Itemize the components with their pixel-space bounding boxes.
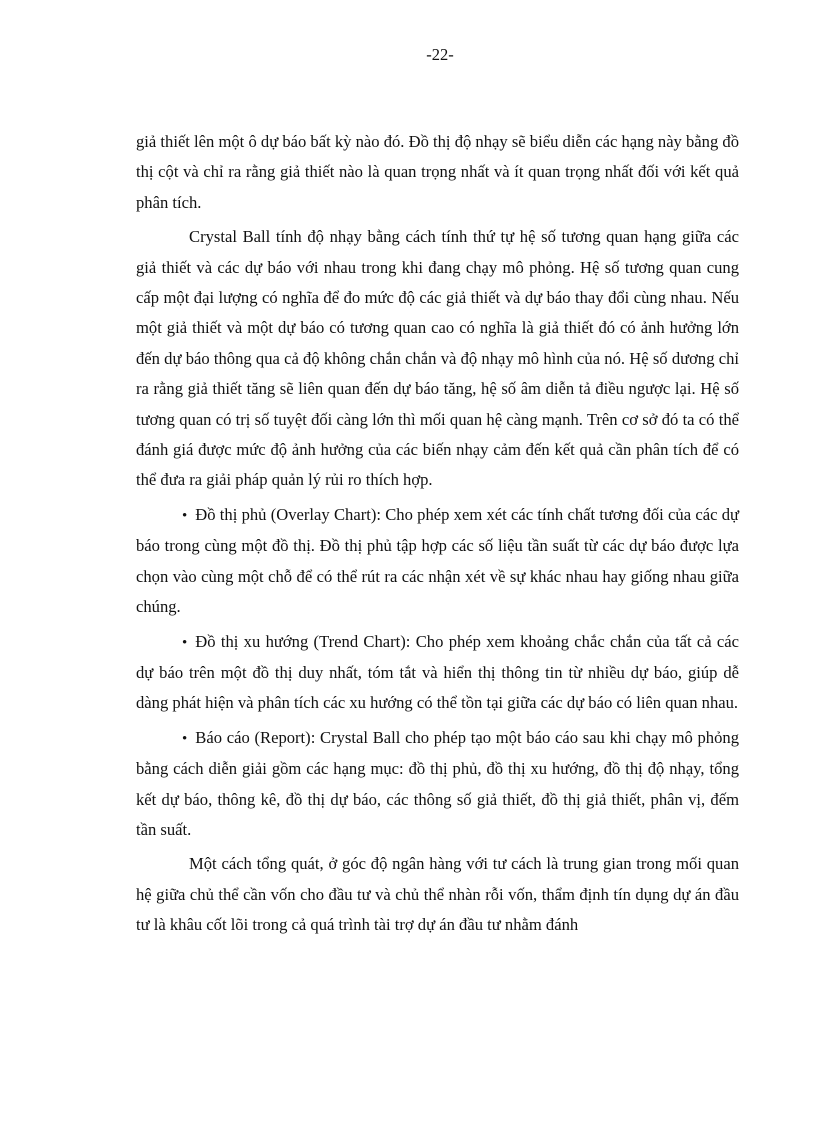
paragraph-continuation: giả thiết lên một ô dự báo bất kỳ nào đó. Đồ thị độ nhạy sẽ biểu diễn các hạng này bằng đồ thị cột và chỉ ra rằng giả thiết nào là quan trọng nhất và ít quan trọng nhất đối với kết quả phân tích. <box>136 132 739 212</box>
bullet-icon: • <box>182 507 188 524</box>
paragraph-sensitivity: Crystal Ball tính độ nhạy bằng cách tính thứ tự hệ số tương quan hạng giữa các giả thiết và các dự báo với nhau trong khi đang chạy mô phỏng. Hệ số tương quan cung cấp một đại lượng có nghĩa để đo mức độ các giả thiết và dự báo thay đổi cùng nhau. Nếu một giả thiết và một dự báo có tương quan cao có nghĩa là giả thiết đó có ảnh hưởng lớn đến dự báo thông qua cả độ không chắn chắn và độ nhạy mô hình của nó. Hệ số dương chỉ ra rằng giả thiết tăng sẽ liên quan đến dự báo tăng, hệ số âm diễn tả điều ngược lại. Hệ số tương quan có trị số tuyệt đối càng lớn thì mối quan hệ càng mạnh. Trên cơ sở đó ta có thể đánh giá được mức độ ảnh hưởng của các biến nhạy cảm đến kết quả cần phân tích để có thể đưa ra giải pháp quản lý rủi ro thích hợp. <box>136 227 739 490</box>
bullet-icon: • <box>182 634 188 651</box>
page-number: -22- <box>426 45 454 64</box>
bullet-item-text: Báo cáo (Report): Crystal Ball cho phép tạo một báo cáo sau khi chạy mô phỏng bằng cách diễn giải gồm các hạng mục: đồ thị phủ, đồ thị xu hướng, đồ thị độ nhạy, tổng kết dự báo, thông kê, đồ thị dự báo, các thông số giả thiết, đồ thị giả thiết, phân vị, đếm tần suất. <box>136 727 739 839</box>
bullet-item-report <box>136 723 739 846</box>
bullet-item-overlay-chart <box>136 500 739 623</box>
paragraph-conclusion: Một cách tổng quát, ở góc độ ngân hàng với tư cách là trung gian trong mối quan hệ giữa chủ thể cần vốn cho đầu tư và chủ thể nhàn rỗi vốn, thẩm định tín dụng dự án đầu tư là khâu cốt lõi trong cả quá trình tài trợ dự án đầu tư nhằm đánh <box>136 854 739 935</box>
bullet-icon: • <box>182 730 188 747</box>
bullet-item-text: Đồ thị xu hướng (Trend Chart): Cho phép xem khoảng chắc chắn của tất cả các dự báo trên một đồ thị duy nhất, tóm tắt và hiển thị thông tin từ nhiều dự báo, giúp dễ dàng phát hiện và phân tích các xu hướng có thể tồn tại giữa các dự báo có liên quan nhau. <box>136 631 739 713</box>
document-body <box>136 127 739 945</box>
bullet-item-trend-chart <box>136 627 739 719</box>
bullet-item-text: Đồ thị phủ (Overlay Chart): Cho phép xem xét các tính chất tương đối của các dự báo trong cùng một đồ thị. Đồ thị phủ tập hợp các số liệu tần suất từ các dự báo được lựa chọn vào cùng một chỗ để có thể rút ra các nhận xét về sự khác nhau hay giống nhau giữa chúng. <box>136 504 739 617</box>
